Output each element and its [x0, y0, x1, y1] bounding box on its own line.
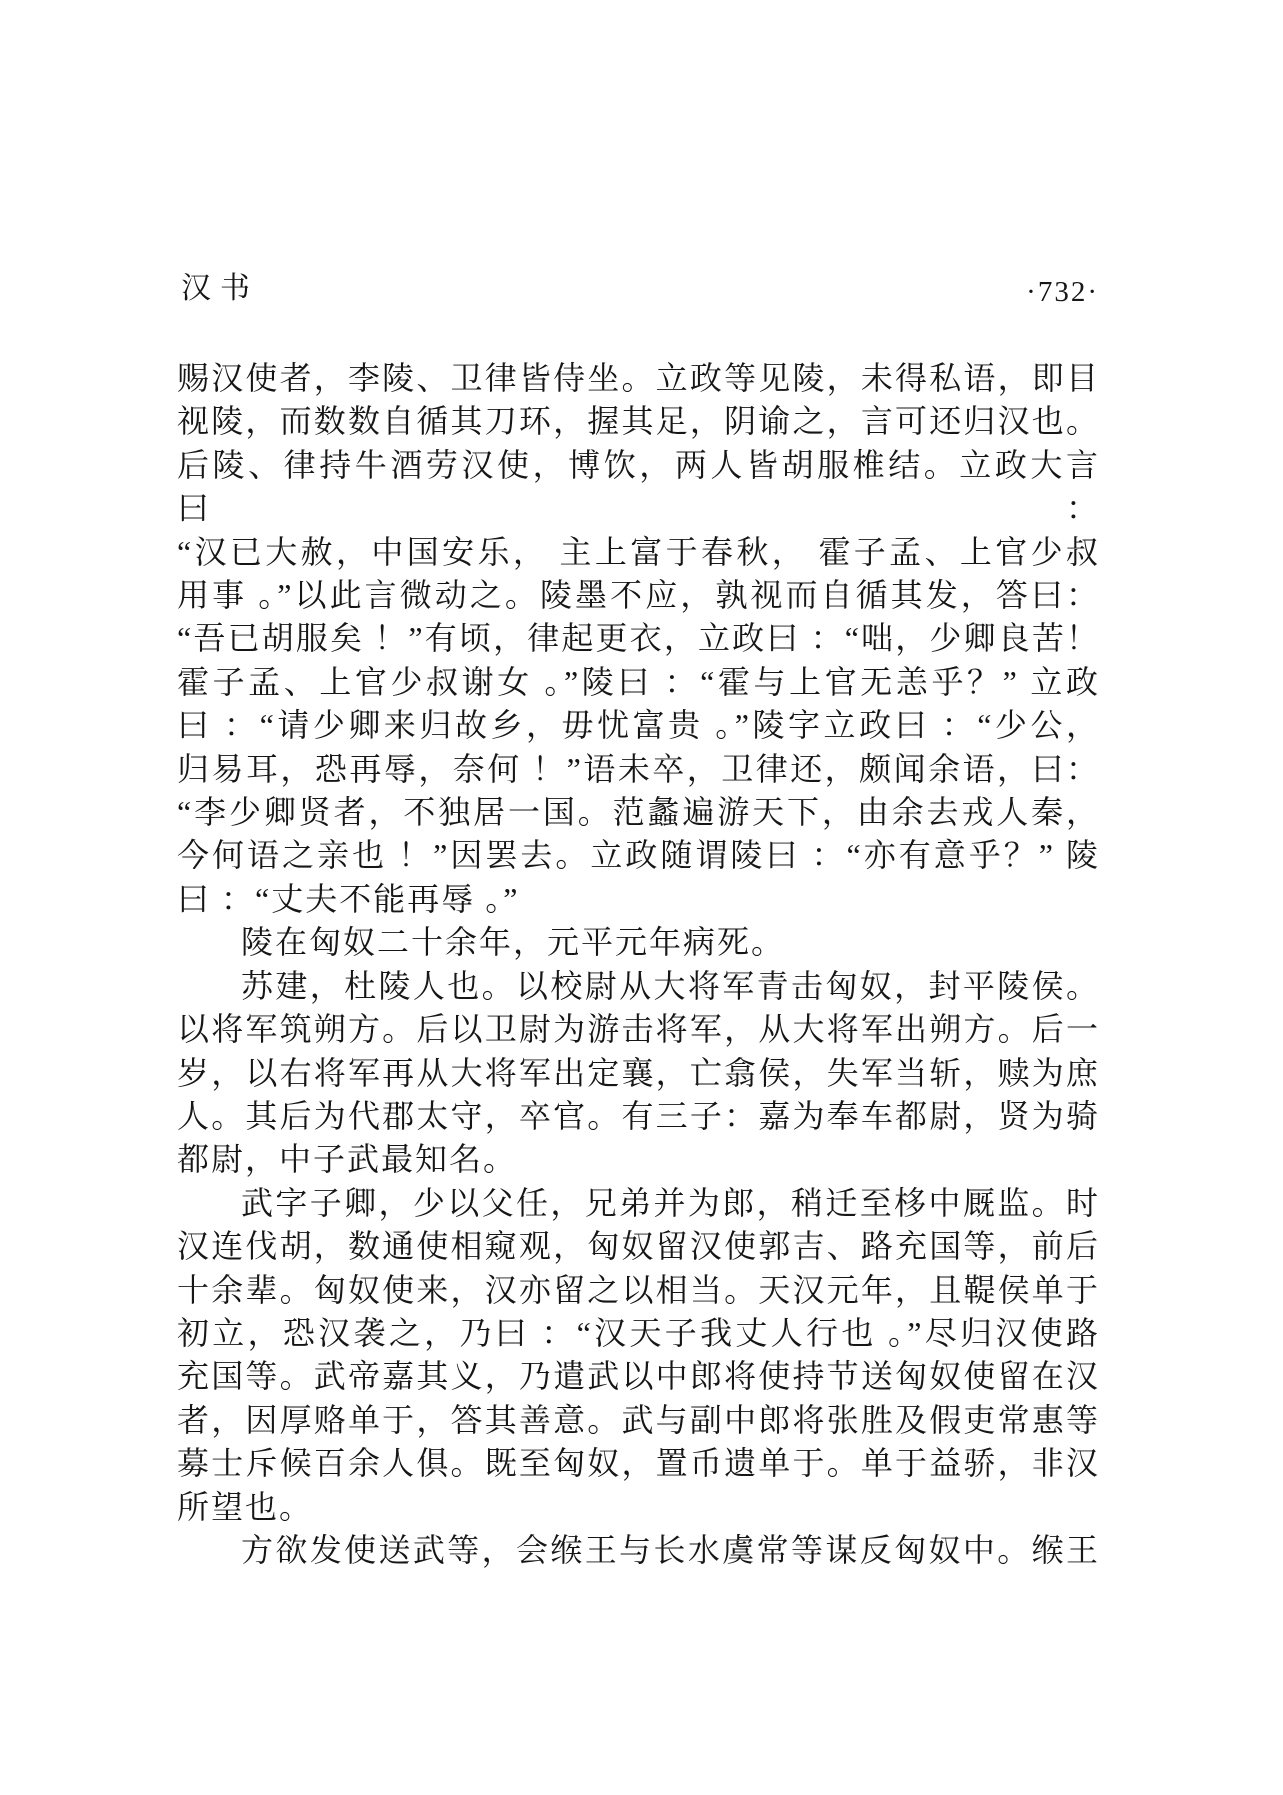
text-line: 赐汉使者，李陵、卫律皆侍坐。立政等见陵，未得私语，即目 — [177, 360, 1100, 396]
text-line: 募士斥候百余人俱。既至匈奴，置币遗单于。单于益骄，非汉 — [177, 1445, 1100, 1482]
text-line: 归易耳，恐再辱，奈何 ！”语未卒，卫律还，颇闻余语，曰： — [177, 750, 1100, 787]
text-line: 十余辈。匈奴使来，汉亦留之以相当。天汉元年，且鞮侯单于 — [177, 1271, 1100, 1308]
text-line: 用事 。”以此言微动之。陵墨不应，孰视而自循其发，答曰： — [177, 577, 1100, 614]
text-line: 初立，恐汉袭之，乃曰 ：“汉天子我丈人行也 。”尽归汉使路 — [177, 1314, 1100, 1351]
text-line: 武字子卿，少以父任，兄弟并为郎，稍迁至栘中厩监。时 — [241, 1184, 1100, 1221]
text-line: 者，因厚赂单于，答其善意。武与副中郎将张胜及假吏常惠等 — [177, 1401, 1100, 1438]
text-line: 都尉，中子武最知名。 — [177, 1141, 518, 1178]
page-number: ·732· — [1026, 276, 1099, 308]
body-text — [177, 357, 1100, 1572]
text-line: 霍子孟、上官少叔谢女 。”陵曰 ：“霍与上官无恙乎？” 立政 — [177, 663, 1100, 700]
text-line: 曰 ：“请少卿来归故乡，毋忧富贵 。”陵字立政曰 ：“少公， — [177, 707, 1100, 744]
running-head-book-title: 汉书 — [181, 272, 259, 305]
text-line: 岁，以右将军再从大将军出定襄，亡翕侯，失军当斩，赎为庶 — [177, 1054, 1100, 1091]
text-line: 汉连伐胡，数通使相窥观，匈奴留汉使郭吉、路充国等，前后 — [177, 1228, 1100, 1265]
text-line: 苏建，杜陵人也。以校尉从大将军青击匈奴，封平陵侯。 — [241, 967, 1100, 1004]
text-line: 以将军筑朔方。后以卫尉为游击将军，从大将军出朔方。后一 — [177, 1011, 1100, 1048]
text-line: 人。其后为代郡太守，卒官。有三子：嘉为奉车都尉，贤为骑 — [177, 1097, 1100, 1134]
text-line: “李少卿贤者，不独居一国。范蠡遍游天下，由余去戎人秦， — [177, 794, 1100, 831]
text-line: “汉已大赦，中国安乐， 主上富于春秋， 霍子孟、上官少叔 — [177, 533, 1100, 570]
text-line: 今何语之亲也 ！”因罢去。立政随谓陵曰 ：“亦有意乎？” 陵 — [177, 837, 1100, 874]
text-line: 曰 ：“丈夫不能再辱 。” — [177, 880, 520, 917]
text-line: 后陵、律持牛酒劳汉使，博饮，两人皆胡服椎结。立政大言曰： — [177, 446, 1100, 527]
text-line: 陵在匈奴二十余年，元平元年病死。 — [241, 924, 786, 961]
text-line: 视陵，而数数自循其刀环，握其足，阴谕之，言可还归汉也。 — [177, 403, 1100, 440]
text-line: 所望也。 — [177, 1488, 314, 1525]
text-line: 充国等。武帝嘉其义，乃遣武以中郎将使持节送匈奴使留在汉 — [177, 1358, 1100, 1395]
text-line: “吾已胡服矣 ！”有顷，律起更衣，立政曰 ：“咄，少卿良苦！ — [177, 620, 1100, 657]
text-line: 方欲发使送武等，会缑王与长水虞常等谋反匈奴中。缑王 — [241, 1531, 1100, 1568]
